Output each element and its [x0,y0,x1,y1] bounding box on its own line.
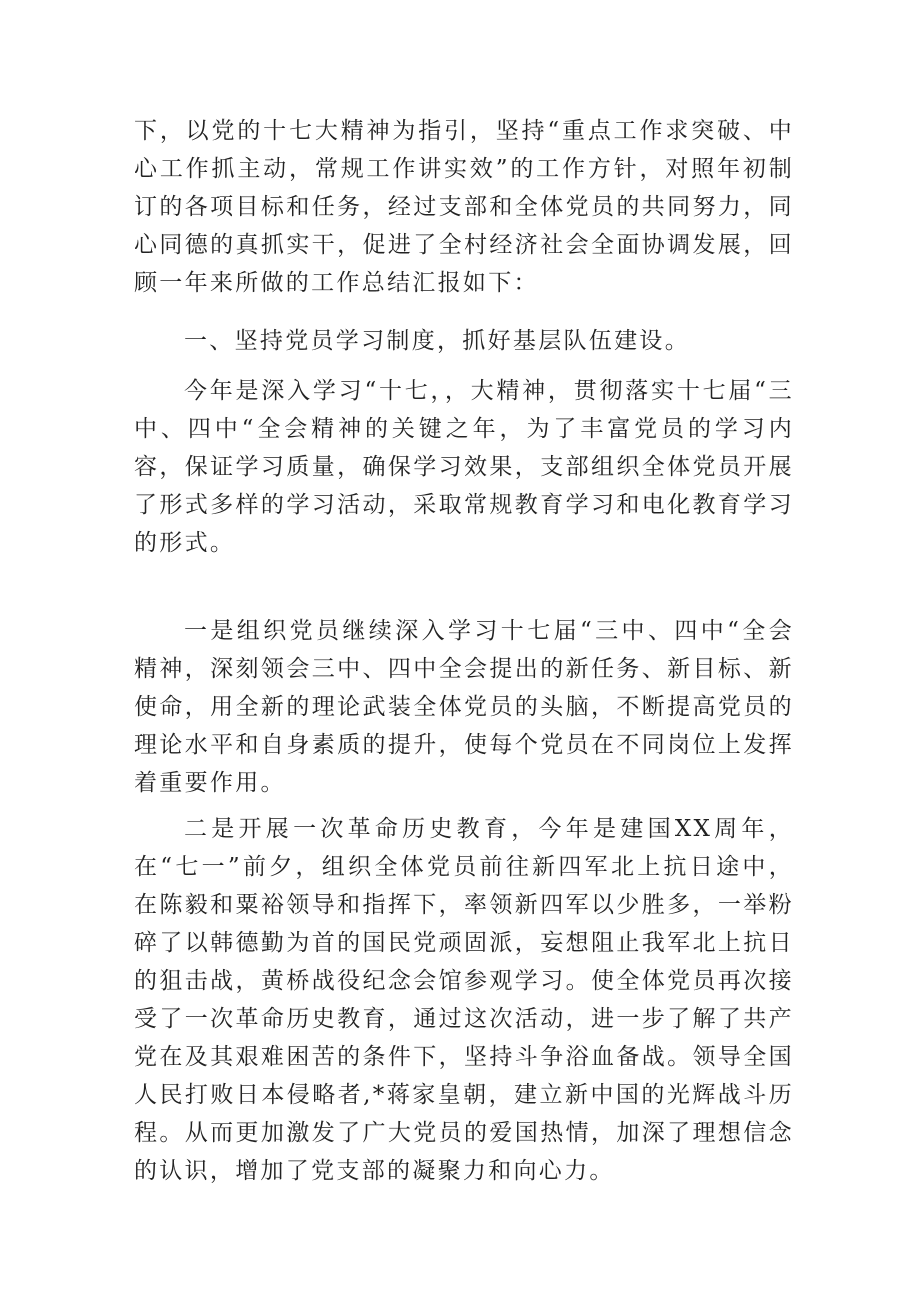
paragraph-text: 二是开展一次革命历史教育，今年是建国XX周年，在“七一”前夕，组织全体党员前往新四军北上抗日途中，在陈毅和粟裕领导和指挥下，率领新四军以少胜多，一举粉碎了以韩德勤为首的国民党顽固派，妄想阻止我军北上抗日的狙击战，黄桥战役纪念会馆参观学习。使全体党员再次接受了一次革命历史教育，通过这次活动，进一步了解了共产党在及其艰难困苦的条件下，坚持斗争浴血备战。领导全国人民打败日本侵略者,*蒋家皇朝，建立新中国的光辉战斗历程。从而更加激发了广大党员的爱国热情，加深了理想信念的认识，增加了党支部的凝聚力和向心力。 [134,816,794,1184]
paragraph-study-intro [134,372,794,562]
paragraph-point-two [134,810,794,1190]
paragraph-text: 一是组织党员继续深入学习十七届“三中、四中“全会精神，深刻领会三中、四中全会提出的新任务、新目标、新使命，用全新的理论武装全体党员的头脑，不断提高党员的理论水平和自身素质的提升，使每个党员在不同岗位上发挥着重要作用。 [134,618,794,796]
section-heading [134,322,794,360]
paragraph-continuation [134,112,794,302]
section-heading-text: 一、坚持党员学习制度，抓好基层队伍建设。 [184,328,690,354]
paragraph-text: 下，以党的十七大精神为指引，坚持“重点工作求突破、中心工作抓主动，常规工作讲实效”的工作方针，对照年初制订的各项目标和任务，经过支部和全体党员的共同努力，同心同德的真抓实干，促进了全村经济社会全面协调发展，回顾一年来所做的工作总结汇报如下： [134,118,794,296]
paragraph-text: 今年是深入学习“十七，，大精神，贯彻落实十七届“三中、四中“全会精神的关键之年，为了丰富党员的学习内容，保证学习质量，确保学习效果，支部组织全体党员开展了形式多样的学习活动，采取常规教育学习和电化教育学习的形式。 [134,378,794,556]
paragraph-point-one [134,612,794,802]
